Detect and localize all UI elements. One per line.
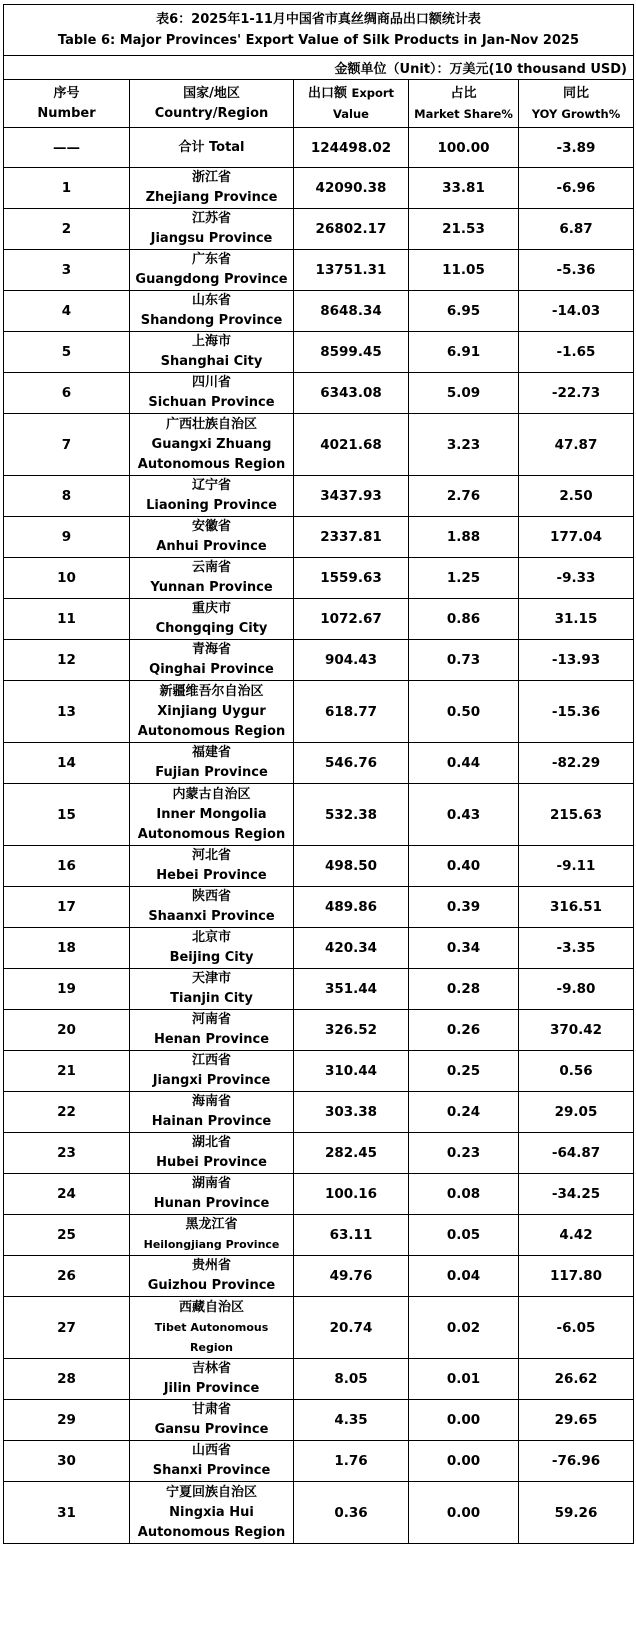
row-region: [130, 250, 294, 291]
row-market-share: 0.26: [409, 1010, 519, 1051]
row-number: 8: [4, 476, 130, 517]
region-name-en: Beijing City: [169, 950, 254, 965]
table-row: [4, 414, 634, 476]
row-market-share: 0.05: [409, 1215, 519, 1256]
region-name-zh: 江西省: [191, 1053, 231, 1068]
row-market-share: 0.73: [409, 640, 519, 681]
row-export-value: 420.34: [294, 928, 409, 969]
row-export-value: 351.44: [294, 969, 409, 1010]
row-export-value: 4021.68: [294, 414, 409, 476]
row-region: [130, 1174, 294, 1215]
row-region: [130, 1359, 294, 1400]
row-yoy-growth: -9.33: [519, 558, 634, 599]
region-name-zh: 上海市: [191, 334, 231, 349]
row-market-share: 6.91: [409, 332, 519, 373]
table-title: [4, 5, 634, 56]
row-number: 25: [4, 1215, 130, 1256]
table-row: [4, 599, 634, 640]
region-name-zh: 陕西省: [191, 889, 231, 904]
region-name-en: Sichuan Province: [148, 395, 275, 410]
region-name-zh: 福建省: [191, 745, 231, 760]
row-number: 12: [4, 640, 130, 681]
row-number: 7: [4, 414, 130, 476]
row-market-share: 0.43: [409, 784, 519, 846]
header-value-en1: Export: [351, 86, 395, 100]
region-name-en: Hunan Province: [153, 1196, 270, 1211]
export-table-container: [3, 4, 633, 1544]
region-name-zh: 河北省: [191, 848, 231, 863]
row-market-share: 0.34: [409, 928, 519, 969]
export-table: [3, 4, 634, 1544]
row-export-value: 904.43: [294, 640, 409, 681]
row-number: 19: [4, 969, 130, 1010]
row-export-value: 2337.81: [294, 517, 409, 558]
total-number: ——: [4, 128, 130, 168]
table-row: [4, 1133, 634, 1174]
row-number: 9: [4, 517, 130, 558]
table-row: [4, 558, 634, 599]
row-export-value: 310.44: [294, 1051, 409, 1092]
region-name-zh: 湖南省: [191, 1176, 231, 1191]
row-market-share: 0.28: [409, 969, 519, 1010]
row-export-value: 282.45: [294, 1133, 409, 1174]
region-name-en: Shandong Province: [140, 313, 283, 328]
row-market-share: 0.24: [409, 1092, 519, 1133]
row-export-value: 489.86: [294, 887, 409, 928]
row-region: [130, 558, 294, 599]
region-name-en: Jiangxi Province: [152, 1073, 271, 1088]
header-value-line1: [294, 83, 408, 104]
region-name-en: Gansu Province: [154, 1422, 269, 1437]
region-name-zh: 四川省: [191, 375, 231, 390]
row-region: [130, 887, 294, 928]
region-name-en: Qinghai Province: [149, 662, 274, 677]
row-yoy-growth: 370.42: [519, 1010, 634, 1051]
row-export-value: 8599.45: [294, 332, 409, 373]
row-market-share: 0.39: [409, 887, 519, 928]
row-number: 20: [4, 1010, 130, 1051]
row-export-value: 618.77: [294, 681, 409, 743]
table-row: [4, 887, 634, 928]
region-name-zh: 浙江省: [191, 170, 231, 185]
region-name-en: Ningxia Hui: [169, 1504, 254, 1520]
row-export-value: 546.76: [294, 743, 409, 784]
table-row: [4, 1010, 634, 1051]
row-number: 14: [4, 743, 130, 784]
table-row: [4, 1092, 634, 1133]
row-yoy-growth: -15.36: [519, 681, 634, 743]
row-yoy-growth: -76.96: [519, 1441, 634, 1482]
row-number: 15: [4, 784, 130, 846]
row-number: 23: [4, 1133, 130, 1174]
region-name-en: Xinjiang Uygur: [157, 703, 266, 719]
row-region: [130, 1297, 294, 1359]
row-market-share: 3.23: [409, 414, 519, 476]
table-row: [4, 784, 634, 846]
row-market-share: 21.53: [409, 209, 519, 250]
header-region-en: Country/Region: [154, 105, 269, 121]
table-row: [4, 1215, 634, 1256]
row-yoy-growth: 316.51: [519, 887, 634, 928]
row-region: [130, 373, 294, 414]
row-region: [130, 476, 294, 517]
region-name-en: Fujian Province: [155, 765, 268, 780]
header-share-zh: 占比: [450, 85, 477, 101]
row-region: [130, 1400, 294, 1441]
row-export-value: 1072.67: [294, 599, 409, 640]
row-number: 18: [4, 928, 130, 969]
row-market-share: 1.88: [409, 517, 519, 558]
table-row: [4, 476, 634, 517]
region-name-en: Hebei Province: [156, 868, 267, 883]
row-export-value: 20.74: [294, 1297, 409, 1359]
row-export-value: 1559.63: [294, 558, 409, 599]
region-name-en: Jiangsu Province: [150, 231, 273, 246]
region-name-en: Shanghai City: [160, 354, 263, 369]
row-region: [130, 846, 294, 887]
table-row: [4, 209, 634, 250]
table-row: [4, 928, 634, 969]
row-region: [130, 599, 294, 640]
region-name-zh: 广西壮族自治区: [165, 416, 257, 432]
header-region-zh: 国家/地区: [183, 85, 240, 101]
row-export-value: 26802.17: [294, 209, 409, 250]
row-region: [130, 1010, 294, 1051]
row-yoy-growth: 29.65: [519, 1400, 634, 1441]
table-row: [4, 1441, 634, 1482]
row-number: 24: [4, 1174, 130, 1215]
table-row: [4, 846, 634, 887]
region-name-en: Hainan Province: [151, 1114, 272, 1129]
row-number: 30: [4, 1441, 130, 1482]
region-name-zh: 黑龙江省: [185, 1217, 238, 1232]
region-name-en: Autonomous Region: [137, 456, 286, 472]
header-share-en: Market Share%: [414, 106, 513, 121]
region-name-en: Autonomous Region: [137, 826, 286, 842]
row-export-value: 4.35: [294, 1400, 409, 1441]
row-market-share: 0.23: [409, 1133, 519, 1174]
header-share: [409, 80, 519, 128]
row-export-value: 303.38: [294, 1092, 409, 1133]
row-market-share: 0.00: [409, 1482, 519, 1544]
row-export-value: 326.52: [294, 1010, 409, 1051]
row-export-value: 498.50: [294, 846, 409, 887]
region-name-zh: 新疆维吾尔自治区: [159, 683, 264, 699]
table-row: [4, 517, 634, 558]
table-row: [4, 373, 634, 414]
table-row: [4, 1359, 634, 1400]
region-name-en: Chongqing City: [155, 621, 268, 636]
row-region: [130, 1441, 294, 1482]
region-name-en: Tibet Autonomous: [154, 1320, 269, 1334]
row-number: 28: [4, 1359, 130, 1400]
row-market-share: 5.09: [409, 373, 519, 414]
row-yoy-growth: 47.87: [519, 414, 634, 476]
row-yoy-growth: 26.62: [519, 1359, 634, 1400]
row-export-value: 3437.93: [294, 476, 409, 517]
row-number: 2: [4, 209, 130, 250]
row-export-value: 8.05: [294, 1359, 409, 1400]
row-number: 16: [4, 846, 130, 887]
row-export-value: 100.16: [294, 1174, 409, 1215]
row-yoy-growth: 29.05: [519, 1092, 634, 1133]
row-region: [130, 1133, 294, 1174]
region-name-zh: 江苏省: [191, 211, 231, 226]
row-number: 6: [4, 373, 130, 414]
total-label: 合计 Total: [130, 128, 294, 168]
row-yoy-growth: -64.87: [519, 1133, 634, 1174]
region-name-en: Guizhou Province: [147, 1278, 276, 1293]
row-export-value: 532.38: [294, 784, 409, 846]
region-name-en: Guangdong Province: [135, 272, 288, 287]
title-en: Table 6: Major Provinces' Export Value of Silk Products in Jan-Nov 2025: [57, 33, 580, 48]
row-export-value: 63.11: [294, 1215, 409, 1256]
row-number: 27: [4, 1297, 130, 1359]
row-region: [130, 291, 294, 332]
row-market-share: 0.00: [409, 1441, 519, 1482]
region-name-en: Autonomous Region: [137, 1524, 286, 1540]
region-name-zh: 吉林省: [191, 1361, 231, 1376]
total-row: [4, 128, 634, 168]
row-region: [130, 517, 294, 558]
region-name-en: Autonomous Region: [137, 723, 286, 739]
row-market-share: 0.86: [409, 599, 519, 640]
row-yoy-growth: -9.80: [519, 969, 634, 1010]
region-name-en: Zhejiang Province: [145, 190, 278, 205]
row-market-share: 0.40: [409, 846, 519, 887]
row-region: [130, 209, 294, 250]
row-region: [130, 414, 294, 476]
row-yoy-growth: -82.29: [519, 743, 634, 784]
row-yoy-growth: -3.35: [519, 928, 634, 969]
row-market-share: 0.02: [409, 1297, 519, 1359]
row-market-share: 0.50: [409, 681, 519, 743]
region-name-zh: 云南省: [191, 560, 231, 575]
row-market-share: 2.76: [409, 476, 519, 517]
row-yoy-growth: -34.25: [519, 1174, 634, 1215]
row-region: [130, 1215, 294, 1256]
row-export-value: 6343.08: [294, 373, 409, 414]
header-number-en: Number: [37, 105, 96, 121]
row-market-share: 0.08: [409, 1174, 519, 1215]
region-name-en: Liaoning Province: [146, 498, 277, 513]
table-row: [4, 1256, 634, 1297]
table-row: [4, 640, 634, 681]
row-yoy-growth: 59.26: [519, 1482, 634, 1544]
row-number: 21: [4, 1051, 130, 1092]
region-name-zh: 湖北省: [191, 1135, 231, 1150]
row-yoy-growth: -14.03: [519, 291, 634, 332]
region-name-zh: 重庆市: [191, 601, 231, 616]
row-export-value: 1.76: [294, 1441, 409, 1482]
row-number: 3: [4, 250, 130, 291]
unit-label: 金额单位（Unit）：万美元(10 thousand USD): [4, 56, 634, 80]
row-yoy-growth: -5.36: [519, 250, 634, 291]
region-name-zh: 安徽省: [191, 519, 231, 534]
table-row: [4, 168, 634, 209]
row-yoy-growth: 117.80: [519, 1256, 634, 1297]
row-region: [130, 168, 294, 209]
total-growth: -3.89: [519, 128, 634, 168]
row-yoy-growth: 4.42: [519, 1215, 634, 1256]
table-row: [4, 1051, 634, 1092]
row-number: 29: [4, 1400, 130, 1441]
row-region: [130, 784, 294, 846]
region-name-en: Region: [190, 1340, 233, 1354]
header-value-en2: Value: [333, 107, 369, 121]
row-region: [130, 681, 294, 743]
row-market-share: 1.25: [409, 558, 519, 599]
region-name-zh: 山东省: [191, 293, 231, 308]
row-region: [130, 640, 294, 681]
region-name-zh: 青海省: [191, 642, 231, 657]
header-growth-zh: 同比: [562, 85, 589, 101]
region-name-en: Henan Province: [153, 1032, 270, 1047]
region-name-zh: 山西省: [191, 1443, 231, 1458]
region-name-zh: 贵州省: [191, 1258, 231, 1273]
header-number: [4, 80, 130, 128]
region-name-zh: 广东省: [191, 252, 231, 267]
row-export-value: 13751.31: [294, 250, 409, 291]
total-share: 100.00: [409, 128, 519, 168]
region-name-en: Hubei Province: [156, 1155, 267, 1170]
row-region: [130, 743, 294, 784]
row-yoy-growth: -6.96: [519, 168, 634, 209]
row-number: 31: [4, 1482, 130, 1544]
table-row: [4, 969, 634, 1010]
row-region: [130, 1092, 294, 1133]
row-number: 10: [4, 558, 130, 599]
region-name-zh: 西藏自治区: [178, 1299, 244, 1315]
region-name-en: Jilin Province: [163, 1381, 260, 1396]
table-row: [4, 332, 634, 373]
row-region: [130, 1051, 294, 1092]
header-row: [4, 80, 634, 128]
table-row: [4, 743, 634, 784]
region-name-en: Heilongjiang Province: [143, 1238, 280, 1251]
header-number-zh: 序号: [53, 85, 80, 101]
row-region: [130, 1256, 294, 1297]
row-region: [130, 928, 294, 969]
table-row: [4, 1400, 634, 1441]
region-name-en: Yunnan Province: [150, 580, 273, 595]
row-region: [130, 969, 294, 1010]
region-name-zh: 海南省: [191, 1094, 231, 1109]
row-region: [130, 332, 294, 373]
table-row: [4, 1297, 634, 1359]
row-market-share: 0.00: [409, 1400, 519, 1441]
unit-row: [4, 56, 634, 80]
region-name-en: Shaanxi Province: [148, 909, 275, 924]
row-market-share: 0.25: [409, 1051, 519, 1092]
row-export-value: 49.76: [294, 1256, 409, 1297]
row-market-share: 0.04: [409, 1256, 519, 1297]
header-region: [130, 80, 294, 128]
row-yoy-growth: -6.05: [519, 1297, 634, 1359]
row-number: 11: [4, 599, 130, 640]
row-export-value: 8648.34: [294, 291, 409, 332]
header-growth: [519, 80, 634, 128]
row-yoy-growth: 6.87: [519, 209, 634, 250]
row-number: 4: [4, 291, 130, 332]
row-yoy-growth: -22.73: [519, 373, 634, 414]
region-name-en: Anhui Province: [156, 539, 267, 554]
row-export-value: 0.36: [294, 1482, 409, 1544]
region-name-zh: 内蒙古自治区: [172, 786, 251, 802]
table-title-row: [4, 5, 634, 56]
table-row: [4, 291, 634, 332]
table-row: [4, 681, 634, 743]
table-row: [4, 1174, 634, 1215]
header-growth-en: YOY Growth%: [531, 106, 621, 121]
region-name-zh: 甘肃省: [191, 1402, 231, 1417]
region-name-zh: 北京市: [191, 930, 231, 945]
row-yoy-growth: -1.65: [519, 332, 634, 373]
header-value-zh: 出口额: [307, 86, 347, 101]
row-market-share: 11.05: [409, 250, 519, 291]
total-value: 124498.02: [294, 128, 409, 168]
row-market-share: 33.81: [409, 168, 519, 209]
row-region: [130, 1482, 294, 1544]
row-number: 22: [4, 1092, 130, 1133]
row-number: 1: [4, 168, 130, 209]
row-market-share: 0.44: [409, 743, 519, 784]
region-name-zh: 河南省: [191, 1012, 231, 1027]
row-number: 5: [4, 332, 130, 373]
row-number: 17: [4, 887, 130, 928]
row-yoy-growth: 31.15: [519, 599, 634, 640]
row-market-share: 6.95: [409, 291, 519, 332]
row-yoy-growth: 0.56: [519, 1051, 634, 1092]
row-market-share: 0.01: [409, 1359, 519, 1400]
region-name-en: Inner Mongolia: [156, 806, 267, 822]
title-zh: 表6：2025年1-11月中国省市真丝绸商品出口额统计表: [156, 12, 481, 27]
row-yoy-growth: 215.63: [519, 784, 634, 846]
table-row: [4, 1482, 634, 1544]
row-yoy-growth: -9.11: [519, 846, 634, 887]
row-export-value: 42090.38: [294, 168, 409, 209]
region-name-en: Shanxi Province: [152, 1463, 271, 1478]
row-yoy-growth: 2.50: [519, 476, 634, 517]
region-name-en: Tianjin City: [170, 991, 253, 1006]
header-value: [294, 80, 409, 128]
region-name-zh: 天津市: [191, 971, 231, 986]
region-name-en: Guangxi Zhuang: [151, 436, 272, 452]
row-number: 26: [4, 1256, 130, 1297]
row-yoy-growth: -13.93: [519, 640, 634, 681]
region-name-zh: 宁夏回族自治区: [165, 1484, 257, 1500]
region-name-zh: 辽宁省: [191, 478, 231, 493]
row-yoy-growth: 177.04: [519, 517, 634, 558]
row-number: 13: [4, 681, 130, 743]
table-row: [4, 250, 634, 291]
